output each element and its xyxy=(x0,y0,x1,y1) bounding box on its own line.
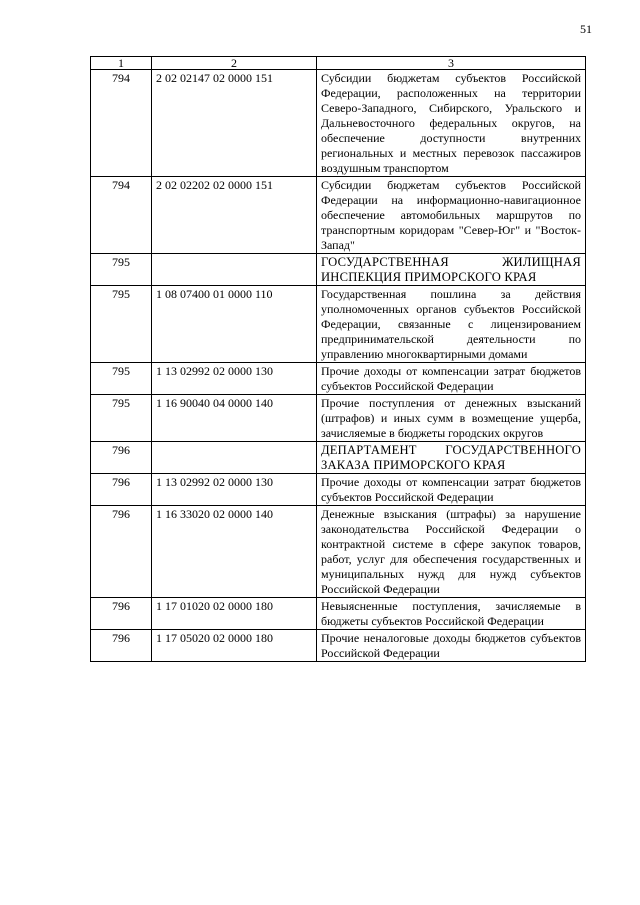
table-row xyxy=(91,254,586,286)
admin-code-cell: 794 xyxy=(91,177,152,254)
description-cell: Невыясненные поступления, зачисляемые в бюджеты субъектов Российской Федерации xyxy=(317,598,586,630)
description-cell: Прочие поступления от денежных взысканий (штрафов) и иных сумм в возмещение ущерба, зачисляемые в бюджеты городских округов xyxy=(317,395,586,442)
revenue-code-cell: 1 17 05020 02 0000 180 xyxy=(152,630,317,662)
revenue-code-cell: 1 13 02992 02 0000 130 xyxy=(152,474,317,506)
table-row xyxy=(91,286,586,363)
table-row xyxy=(91,598,586,630)
revenue-code-cell: 1 16 90040 04 0000 140 xyxy=(152,395,317,442)
admin-code-cell: 796 xyxy=(91,442,152,474)
revenue-code-cell: 2 02 02147 02 0000 151 xyxy=(152,70,317,177)
section-heading-cell: ДЕПАРТАМЕНТ ГОСУДАРСТВЕННОГО ЗАКАЗА ПРИМОРСКОГО КРАЯ xyxy=(317,442,586,474)
header-col-1: 1 xyxy=(91,57,152,70)
table-row xyxy=(91,177,586,254)
table-row xyxy=(91,395,586,442)
revenue-code-cell: 1 13 02992 02 0000 130 xyxy=(152,363,317,395)
section-heading-cell: ГОСУДАРСТВЕННАЯ ЖИЛИЩНАЯ ИНСПЕКЦИЯ ПРИМОРСКОГО КРАЯ xyxy=(317,254,586,286)
table-row xyxy=(91,630,586,662)
revenue-code-cell xyxy=(152,442,317,474)
revenue-code-cell: 1 17 01020 02 0000 180 xyxy=(152,598,317,630)
table-row xyxy=(91,442,586,474)
admin-code-cell: 796 xyxy=(91,506,152,598)
table-row xyxy=(91,506,586,598)
header-col-2: 2 xyxy=(152,57,317,70)
description-cell: Прочие доходы от компенсации затрат бюджетов субъектов Российской Федерации xyxy=(317,474,586,506)
admin-code-cell: 796 xyxy=(91,630,152,662)
description-cell: Денежные взыскания (штрафы) за нарушение законодательства Российской Федерации о контрактной системе в сфере закупок товаров, работ, услуг для обеспечения государственных и муниципальных нужд для нужд субъектов Российской Федерации xyxy=(317,506,586,598)
table-row xyxy=(91,474,586,506)
page-number: 51 xyxy=(580,22,592,36)
description-cell: Прочие доходы от компенсации затрат бюджетов субъектов Российской Федерации xyxy=(317,363,586,395)
description-cell: Субсидии бюджетам субъектов Российской Федерации на информационно-навигационное обеспечение автомобильных маршрутов по транспортным коридорам "Север-Юг" и "Восток-Запад" xyxy=(317,177,586,254)
admin-code-cell: 795 xyxy=(91,363,152,395)
revenue-codes-table xyxy=(90,56,586,662)
description-cell: Государственная пошлина за действия уполномоченных органов субъектов Российской Федерации, связанные с лицензированием предпринимательской деятельности по управлению многоквартирными домами xyxy=(317,286,586,363)
admin-code-cell: 796 xyxy=(91,474,152,506)
description-cell: Прочие неналоговые доходы бюджетов субъектов Российской Федерации xyxy=(317,630,586,662)
revenue-code-cell xyxy=(152,254,317,286)
revenue-code-cell: 1 16 33020 02 0000 140 xyxy=(152,506,317,598)
revenue-code-cell: 1 08 07400 01 0000 110 xyxy=(152,286,317,363)
revenue-code-cell: 2 02 02202 02 0000 151 xyxy=(152,177,317,254)
admin-code-cell: 795 xyxy=(91,254,152,286)
description-cell: Субсидии бюджетам субъектов Российской Федерации, расположенных на территории Северо-Западного, Сибирского, Уральского и Дальневосточного федеральных округов, на обеспечение доступности внутренних региональных и местных перевозок пассажиров воздушным транспортом xyxy=(317,70,586,177)
table-row xyxy=(91,70,586,177)
admin-code-cell: 795 xyxy=(91,395,152,442)
admin-code-cell: 796 xyxy=(91,598,152,630)
table-header-row xyxy=(91,57,586,70)
admin-code-cell: 794 xyxy=(91,70,152,177)
header-col-3: 3 xyxy=(317,57,586,70)
admin-code-cell: 795 xyxy=(91,286,152,363)
table-row xyxy=(91,363,586,395)
